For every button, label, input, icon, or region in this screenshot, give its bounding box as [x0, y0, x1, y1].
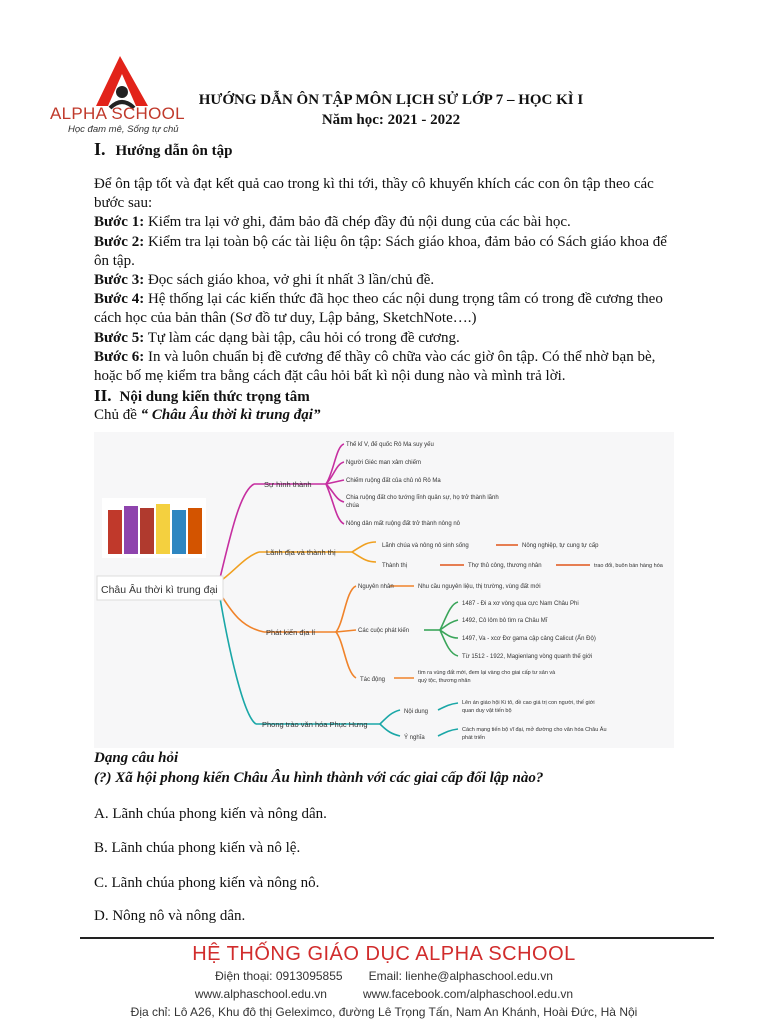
branch-territory-city: Lãnh địa và thành thị: [266, 548, 336, 557]
mindmap-node: Lên án giáo hội Ki tô, đề cao giá trị con người, thế giới: [462, 700, 595, 706]
answer-option-c: C. Lãnh chúa phong kiến và nông nô.: [94, 875, 320, 891]
footer-title: HỆ THỐNG GIÁO DỤC ALPHA SCHOOL: [192, 943, 576, 965]
mindmap-node: phát triển: [462, 735, 485, 741]
branch-renaissance: Phong trào văn hóa Phục Hưng: [262, 720, 368, 729]
footer-website[interactable]: www.alphaschool.edu.vn: [194, 987, 327, 1001]
title-line: HƯỚNG DẪN ÔN TẬP MÔN LỊCH SỬ LỚP 7 – HỌC KÌ I: [198, 92, 584, 108]
step-text: Hệ thống lại các kiến thức đã học theo các nội dung trọng tâm có trong đề cương theo cách học của bản thân (Sơ đồ tư duy, Lập bảng, SketchNote….): [94, 291, 663, 327]
step-label: Bước 3:: [94, 272, 145, 288]
step-label: Bước 4:: [94, 291, 145, 307]
section-2-heading: [94, 386, 310, 406]
intro-paragraph: Để ôn tập tốt và đạt kết quả cao trong kì thi tới, thầy cô khuyến khích các con ôn tập theo các bước sau:: [94, 176, 654, 212]
answer-option-a: A. Lãnh chúa phong kiến và nông dân.: [94, 806, 327, 822]
question-section-heading: Dạng câu hỏi: [94, 750, 179, 766]
mindmap-labels: [101, 441, 664, 741]
mindmap-node: Chiếm ruộng đất của chủ nô Rô Ma: [346, 478, 441, 484]
step-6: [94, 348, 684, 386]
mindmap-node: Thành thị: [382, 563, 408, 569]
mindmap-node: Từ 1512 - 1922, Magienlang vòng quanh thế giới: [462, 654, 593, 660]
step-label: Bước 1:: [94, 214, 145, 230]
school-year: Năm học: 2021 - 2022: [321, 112, 461, 128]
mindmap-node: Thợ thủ công, thương nhân: [468, 563, 542, 569]
footer-web-line: [0, 987, 768, 1001]
logo-text: ALPHA SCHOOL: [50, 104, 185, 123]
step-text: Tự làm các dạng bài tập, câu hỏi có trong đề cương.: [144, 330, 460, 346]
topic-prefix: Chủ đề: [94, 407, 141, 423]
step-text: Đọc sách giáo khoa, vở ghi ít nhất 3 lần/chủ đề.: [144, 272, 435, 288]
mindmap-node: 1492, Cô lôm bô tìm ra Châu Mĩ: [462, 618, 548, 624]
mindmap-node: Nông nghiệp, tự cung tự cấp: [522, 543, 599, 549]
mindmap-node: Ý nghĩa: [404, 735, 425, 741]
step-1: [94, 213, 684, 232]
footer-facebook[interactable]: www.facebook.com/alphaschool.edu.vn: [362, 987, 574, 1001]
branch-formation: Sự hình thành: [264, 480, 312, 489]
step-2: [94, 233, 684, 271]
mindmap-node: tìm ra vùng đất mới, đem lại vàng cho giai cấp tư sản và: [418, 670, 556, 676]
mindmap-node: 1497, Va - xcơ Đơ gama cập cảng Calicut (Ấn Độ): [462, 636, 596, 642]
section-1-heading: [94, 139, 232, 160]
mindmap-node: 1487 - Đi a xơ vòng qua cực Nam Châu Phi: [462, 601, 579, 607]
step-3: [94, 271, 684, 290]
mindmap-root: Châu Âu thời kì trung đại: [101, 584, 218, 596]
step-text: In và luôn chuẩn bị đề cương để thầy cô chữa vào các giờ ôn tập. Có thể nhờ bạn bè, hoặc bố mẹ kiểm tra bằng cách đặt câu hỏi bất kì nội dung nào và mình trả lời.: [94, 349, 656, 385]
mindmap-diagram: [94, 432, 674, 748]
footer-email[interactable]: Email: lienhe@alphaschool.edu.vn: [368, 969, 553, 983]
step-label: Bước 6:: [94, 349, 145, 365]
section-2-number: II.: [94, 386, 112, 405]
footer-contact-line: [0, 969, 768, 983]
topic-title: “ Châu Âu thời kì trung đại”: [140, 407, 321, 423]
mindmap-node: Nông dân mất ruộng đất trở thành nông nô: [346, 521, 461, 527]
step-label: Bước 2:: [94, 234, 145, 250]
topic-line: [94, 407, 320, 424]
step-text: Kiểm tra lại toàn bộ các tài liệu ôn tập: Sách giáo khoa, đảm bảo có Sách giáo khoa để ôn tập.: [94, 234, 667, 270]
footer-address: Địa chỉ: Lô A26, Khu đô thị Geleximco, đường Lê Trọng Tấn, Nam An Khánh, Hoài Đức, Hà Nội: [130, 1005, 638, 1019]
mindmap-node: Nguyên nhân: [358, 584, 394, 590]
question-text: (?) Xã hội phong kiến Châu Âu hình thành với các giai cấp đối lập nào?: [94, 770, 544, 786]
mindmap-node: Chia ruộng đất cho tướng lĩnh quân sự, họ trở thành lãnh: [346, 495, 499, 501]
mindmap-node: Các cuộc phát kiến: [358, 628, 410, 634]
mindmap-node: chúa: [346, 503, 360, 509]
mindmap-node: trao đổi, buôn bán hàng hóa: [594, 563, 663, 569]
mindmap-node: Nội dung: [404, 709, 429, 715]
section-2-title: Nội dung kiến thức trọng tâm: [119, 389, 310, 405]
step-5: [94, 329, 684, 348]
mindmap-node: Người Giéc man xâm chiếm: [346, 460, 421, 466]
mindmap-node: quý tộc, thương nhân: [418, 678, 471, 684]
section-1-title: Hướng dẫn ôn tập: [115, 143, 233, 159]
document-title: [186, 90, 596, 130]
logo-slogan: Học đam mê, Sống tự chủ: [68, 124, 179, 135]
mindmap-node: Lãnh chúa và nông nô sinh sống: [382, 543, 469, 549]
mindmap-node: quan duy vật tiến bộ: [462, 708, 512, 714]
step-text: Kiểm tra lại vở ghi, đảm bảo đã chép đầy đủ nội dung của các bài học.: [144, 214, 571, 230]
step-4: [94, 290, 684, 328]
mindmap-node: Nhu cầu nguyên liệu, thị trường, vùng đất mới: [418, 584, 541, 590]
branch-geographic-discovery: Phát kiến địa lí: [266, 628, 316, 637]
answer-option-b: B. Lãnh chúa phong kiến và nô lệ.: [94, 840, 301, 856]
section-1-number: I.: [94, 139, 106, 159]
footer-divider: [80, 937, 714, 939]
footer-phone: Điện thoại: 0913095855: [215, 969, 343, 983]
answer-option-d: D. Nông nô và nông dân.: [94, 908, 246, 924]
mindmap-node: Thế kỉ V, đế quốc Rô Ma suy yếu: [346, 442, 434, 448]
mindmap-node: Tác động: [360, 677, 386, 683]
mindmap-node: Cách mạng tiến bộ vĩ đại, mở đường cho văn hóa Châu Âu: [462, 727, 607, 733]
medieval-illustration: [102, 498, 206, 558]
step-label: Bước 5:: [94, 330, 145, 346]
